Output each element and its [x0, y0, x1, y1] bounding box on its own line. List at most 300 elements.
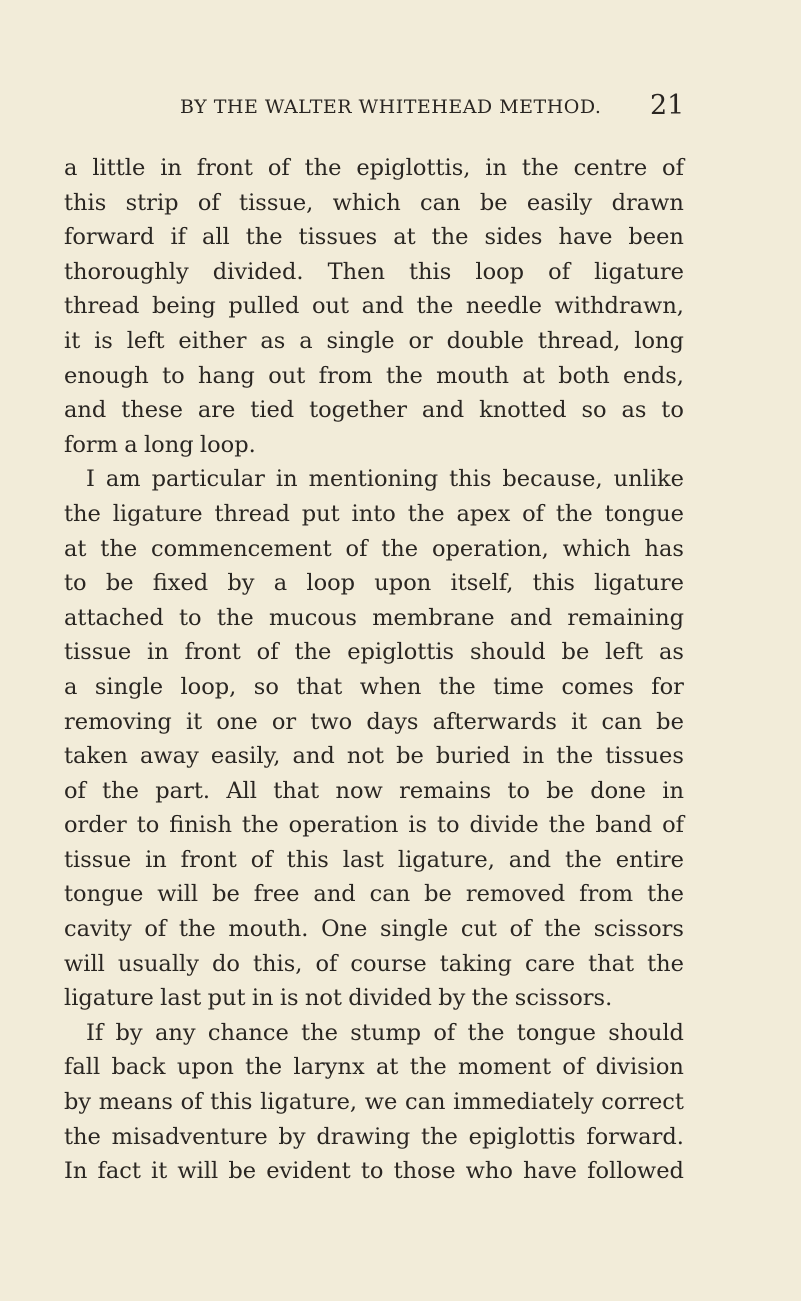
word: tongue	[516, 1019, 596, 1046]
text-line	[64, 359, 684, 394]
word: of	[345, 535, 368, 562]
word: the	[301, 1019, 338, 1046]
word: be	[212, 881, 240, 908]
word: both	[558, 362, 610, 389]
word: by	[278, 1123, 306, 1150]
word: be	[105, 570, 134, 597]
word: be	[656, 708, 684, 735]
word: not	[346, 743, 384, 770]
word: divided	[348, 985, 432, 1012]
word: loop,	[180, 673, 237, 700]
word: the	[565, 846, 602, 873]
text-line	[64, 566, 684, 601]
word: division	[595, 1054, 684, 1081]
word: a	[64, 673, 78, 700]
word: it	[64, 327, 81, 354]
word: so	[581, 397, 607, 424]
word: buried	[435, 743, 511, 770]
word: have	[523, 1158, 577, 1185]
word: evident	[266, 1158, 351, 1185]
word: into	[351, 500, 396, 527]
word: as	[621, 397, 647, 424]
word: in	[251, 985, 274, 1012]
word: ends,	[623, 362, 684, 389]
word: been	[628, 224, 684, 251]
word: put	[301, 500, 340, 527]
text-line	[64, 1016, 684, 1051]
word: little	[92, 155, 146, 181]
word: In	[64, 1158, 88, 1185]
word: one	[216, 708, 258, 735]
word: ligature	[64, 985, 154, 1012]
word: it	[185, 708, 203, 735]
word: divide	[469, 812, 539, 839]
word: free	[253, 881, 300, 908]
word: chance	[207, 1019, 289, 1046]
word: days	[366, 708, 419, 735]
word: this	[532, 570, 575, 597]
text-line	[64, 393, 684, 428]
word: be	[561, 639, 590, 666]
word: operation	[288, 812, 399, 839]
word: can	[420, 189, 461, 216]
word: do	[212, 950, 240, 977]
word: be	[546, 777, 574, 804]
word: tissue	[64, 639, 132, 666]
word: of	[562, 1054, 585, 1081]
word: scissors.	[514, 985, 613, 1012]
word: a	[124, 431, 138, 458]
word: and	[421, 397, 465, 424]
word: can	[601, 708, 642, 735]
word: of	[522, 500, 545, 527]
word: the	[385, 362, 423, 389]
word: which	[332, 189, 401, 216]
text-line	[64, 670, 684, 705]
word: to	[507, 777, 530, 804]
word: if	[170, 224, 186, 251]
word: the	[102, 777, 139, 804]
word: any	[154, 1019, 196, 1046]
word: is	[94, 327, 113, 354]
word: the	[245, 224, 283, 251]
word: fixed	[152, 570, 209, 597]
word: in	[147, 639, 169, 666]
word: all	[201, 224, 230, 251]
word: out	[311, 293, 350, 320]
word: be	[396, 743, 424, 770]
word: be	[228, 1158, 257, 1185]
word: that	[296, 673, 343, 700]
text-line	[64, 255, 684, 290]
word: the	[647, 950, 684, 977]
word: the	[409, 1054, 447, 1081]
word: the	[245, 1054, 283, 1081]
word: by	[438, 985, 466, 1012]
word: this	[449, 466, 492, 493]
word: the	[100, 535, 138, 562]
word: remains	[399, 777, 492, 804]
word: ligature,	[260, 1089, 358, 1116]
word: ligature,	[397, 846, 495, 873]
word: removing	[64, 708, 172, 735]
word: that	[273, 777, 320, 804]
word: ligature	[112, 500, 203, 527]
word: not	[304, 985, 342, 1012]
word: to	[136, 812, 160, 839]
text-line	[64, 947, 684, 982]
word: part.	[155, 777, 211, 804]
word: this,	[253, 950, 303, 977]
word: be	[424, 881, 452, 908]
word: which	[562, 535, 631, 562]
word: last	[160, 985, 202, 1012]
word: afterwards	[432, 708, 557, 735]
word: easily	[526, 189, 593, 216]
text-line	[64, 705, 684, 740]
word: withdrawn,	[554, 293, 684, 320]
word: a	[299, 327, 313, 354]
word: the	[294, 639, 332, 666]
word: comes	[561, 673, 634, 700]
word: single	[380, 916, 449, 943]
word: put	[207, 985, 246, 1012]
word: is	[279, 985, 299, 1012]
word: single	[94, 673, 164, 700]
word: thread	[64, 293, 140, 320]
word: the	[304, 155, 342, 181]
word: to	[162, 362, 185, 389]
word: hang	[198, 362, 255, 389]
word: will	[177, 1158, 219, 1185]
word: for	[651, 673, 684, 700]
word: and	[313, 881, 356, 908]
word: the	[467, 1019, 505, 1046]
word: ligature	[594, 258, 684, 285]
word: finish	[169, 812, 232, 839]
word: in	[522, 743, 545, 770]
word: together	[309, 397, 407, 424]
word: drawing	[316, 1123, 411, 1150]
word: and	[509, 604, 553, 631]
word: All	[226, 777, 257, 804]
word: either	[178, 327, 247, 354]
word: tissues	[298, 224, 378, 251]
word: order	[64, 812, 127, 839]
word: should	[608, 1019, 684, 1046]
word: away	[139, 743, 199, 770]
word: entire	[615, 846, 684, 873]
word: Then	[327, 258, 385, 285]
word: by	[64, 1089, 92, 1116]
word: I	[86, 466, 95, 493]
word: two	[310, 708, 353, 735]
word: the	[647, 881, 684, 908]
word: care	[524, 950, 576, 977]
word: the	[521, 155, 559, 181]
word: in	[485, 155, 507, 181]
text-line	[64, 808, 684, 843]
word: now	[335, 777, 383, 804]
text-line	[64, 981, 684, 1016]
word: forward.	[586, 1123, 684, 1150]
text-line	[64, 462, 684, 497]
word: taking	[439, 950, 512, 977]
word: loop	[306, 570, 356, 597]
word: If	[86, 1019, 104, 1046]
word: the	[555, 500, 593, 527]
word: out	[268, 362, 306, 389]
word: double	[446, 327, 524, 354]
word: we	[364, 1089, 398, 1116]
word: of	[433, 1019, 456, 1046]
word: tongue	[604, 500, 684, 527]
word: should	[469, 639, 546, 666]
word: the	[64, 500, 101, 527]
word: long	[634, 327, 684, 354]
word: enough	[64, 362, 149, 389]
word: of	[250, 846, 273, 873]
word: those	[393, 1158, 456, 1185]
word: have	[558, 224, 613, 251]
text-line	[64, 186, 684, 221]
word: mouth	[436, 362, 510, 389]
text-line	[64, 843, 684, 878]
text-line	[64, 1120, 684, 1155]
word: the	[544, 916, 582, 943]
word: the	[471, 985, 509, 1012]
word: at	[522, 362, 545, 389]
word: this	[210, 1089, 253, 1116]
word: larynx	[293, 1054, 365, 1081]
word: this	[409, 258, 452, 285]
word: or	[271, 708, 297, 735]
word: mucous	[268, 604, 357, 631]
word: of	[662, 812, 684, 839]
word: will	[157, 881, 199, 908]
word: of	[548, 258, 571, 285]
word: a	[273, 570, 288, 597]
word: of	[256, 639, 279, 666]
word: correct	[601, 1089, 684, 1116]
word: immediately	[453, 1089, 594, 1116]
word: commencement	[150, 535, 332, 562]
word: as	[658, 639, 684, 666]
word: the	[438, 673, 476, 700]
text-line	[64, 532, 684, 567]
word: front	[184, 639, 241, 666]
word: taken	[64, 743, 128, 770]
body-text	[64, 151, 684, 1189]
text-line	[64, 877, 684, 912]
word: these	[121, 397, 183, 424]
word: loop	[475, 258, 525, 285]
word: itself,	[450, 570, 514, 597]
word: thread,	[537, 327, 621, 354]
word: in	[145, 846, 167, 873]
word: form	[64, 431, 118, 458]
word: of	[64, 777, 86, 804]
word: who	[465, 1158, 513, 1185]
word: of	[197, 189, 220, 216]
word: last	[342, 846, 384, 873]
word: loop.	[199, 431, 256, 458]
word: be	[479, 189, 508, 216]
word: left	[605, 639, 644, 666]
page-number: 21	[650, 90, 685, 121]
word: ligature	[594, 570, 684, 597]
text-line	[64, 774, 684, 809]
word: to	[178, 604, 202, 631]
word: single	[326, 327, 395, 354]
text-line	[64, 220, 684, 255]
word: usually	[117, 950, 199, 977]
text-line	[64, 324, 684, 359]
word: to	[661, 397, 684, 424]
word: the	[216, 604, 254, 631]
word: attached	[64, 604, 164, 631]
word: and	[508, 846, 552, 873]
word: it	[571, 708, 588, 735]
word: forward	[64, 224, 155, 251]
word: the	[178, 916, 216, 943]
text-line	[64, 912, 684, 947]
text-line	[64, 428, 684, 463]
text-line	[64, 601, 684, 636]
word: or	[408, 327, 433, 354]
word: are	[197, 397, 236, 424]
word: front	[196, 155, 253, 181]
word: when	[359, 673, 422, 700]
text-line	[64, 1154, 684, 1189]
word: followed	[587, 1158, 684, 1185]
word: is	[408, 812, 428, 839]
word: to	[360, 1158, 384, 1185]
word: of	[144, 916, 167, 943]
word: removed	[465, 881, 566, 908]
word: moment	[458, 1054, 552, 1081]
word: remaining	[567, 604, 684, 631]
word: this	[64, 189, 107, 216]
word: the	[431, 224, 469, 251]
word: will	[64, 950, 105, 977]
word: done	[590, 777, 646, 804]
text-line	[64, 497, 684, 532]
word: of	[509, 916, 532, 943]
word: thoroughly	[64, 258, 189, 285]
word: and	[361, 293, 404, 320]
word: can	[404, 1089, 446, 1116]
word: can	[369, 881, 411, 908]
word: at	[64, 535, 87, 562]
word: of	[267, 155, 290, 181]
word: this	[286, 846, 329, 873]
word: to	[64, 570, 87, 597]
word: time	[493, 673, 544, 700]
word: strip	[125, 189, 179, 216]
word: pulled	[228, 293, 300, 320]
word: misadventure	[111, 1123, 268, 1150]
word: from	[318, 362, 373, 389]
word: fact	[97, 1158, 141, 1185]
word: tongue	[64, 881, 144, 908]
word: as	[260, 327, 286, 354]
word: particular	[151, 466, 265, 493]
word: One	[321, 916, 368, 943]
word: so	[253, 673, 279, 700]
word: membrane	[372, 604, 495, 631]
word: being	[151, 293, 216, 320]
word: tissue,	[239, 189, 314, 216]
word: epiglottis	[347, 639, 455, 666]
word: easily,	[210, 743, 281, 770]
word: thread	[214, 500, 290, 527]
word: centre	[573, 155, 648, 181]
word: a	[64, 155, 78, 181]
text-line	[64, 151, 684, 186]
word: left	[126, 327, 165, 354]
word: cavity	[64, 916, 132, 943]
word: knotted	[479, 397, 567, 424]
text-line	[64, 1085, 684, 1120]
word: to	[436, 812, 460, 839]
word: long	[143, 431, 194, 458]
text-line	[64, 1050, 684, 1085]
word: tied	[250, 397, 295, 424]
word: unlike	[613, 466, 684, 493]
word: at	[393, 224, 416, 251]
word: stump	[350, 1019, 422, 1046]
word: of	[662, 155, 684, 181]
word: divided.	[212, 258, 304, 285]
word: am	[105, 466, 141, 493]
word: in	[662, 777, 684, 804]
word: from	[579, 881, 634, 908]
word: that	[588, 950, 635, 977]
word: by	[115, 1019, 143, 1046]
word: front	[180, 846, 237, 873]
word: the	[407, 500, 445, 527]
word: upon	[176, 1054, 234, 1081]
word: apex	[456, 500, 511, 527]
word: mouth.	[228, 916, 309, 943]
text-line	[64, 289, 684, 324]
word: in	[275, 466, 298, 493]
word: has	[644, 535, 684, 562]
word: of	[315, 950, 338, 977]
text-line	[64, 739, 684, 774]
text-line	[64, 635, 684, 670]
word: needle	[465, 293, 542, 320]
word: back	[111, 1054, 166, 1081]
word: epiglottis	[468, 1123, 576, 1150]
word: drawn	[611, 189, 684, 216]
word: tissues	[605, 743, 684, 770]
word: operation,	[431, 535, 549, 562]
word: it	[151, 1158, 168, 1185]
word: and	[64, 397, 107, 424]
word: the	[556, 743, 594, 770]
word: the	[421, 1123, 458, 1150]
word: tissue	[64, 846, 132, 873]
word: the	[64, 1123, 101, 1150]
word: scissors	[593, 916, 684, 943]
word: the	[241, 812, 279, 839]
word: in	[160, 155, 182, 181]
word: upon	[374, 570, 432, 597]
word: epiglottis,	[356, 155, 471, 181]
word: fall	[64, 1054, 101, 1081]
